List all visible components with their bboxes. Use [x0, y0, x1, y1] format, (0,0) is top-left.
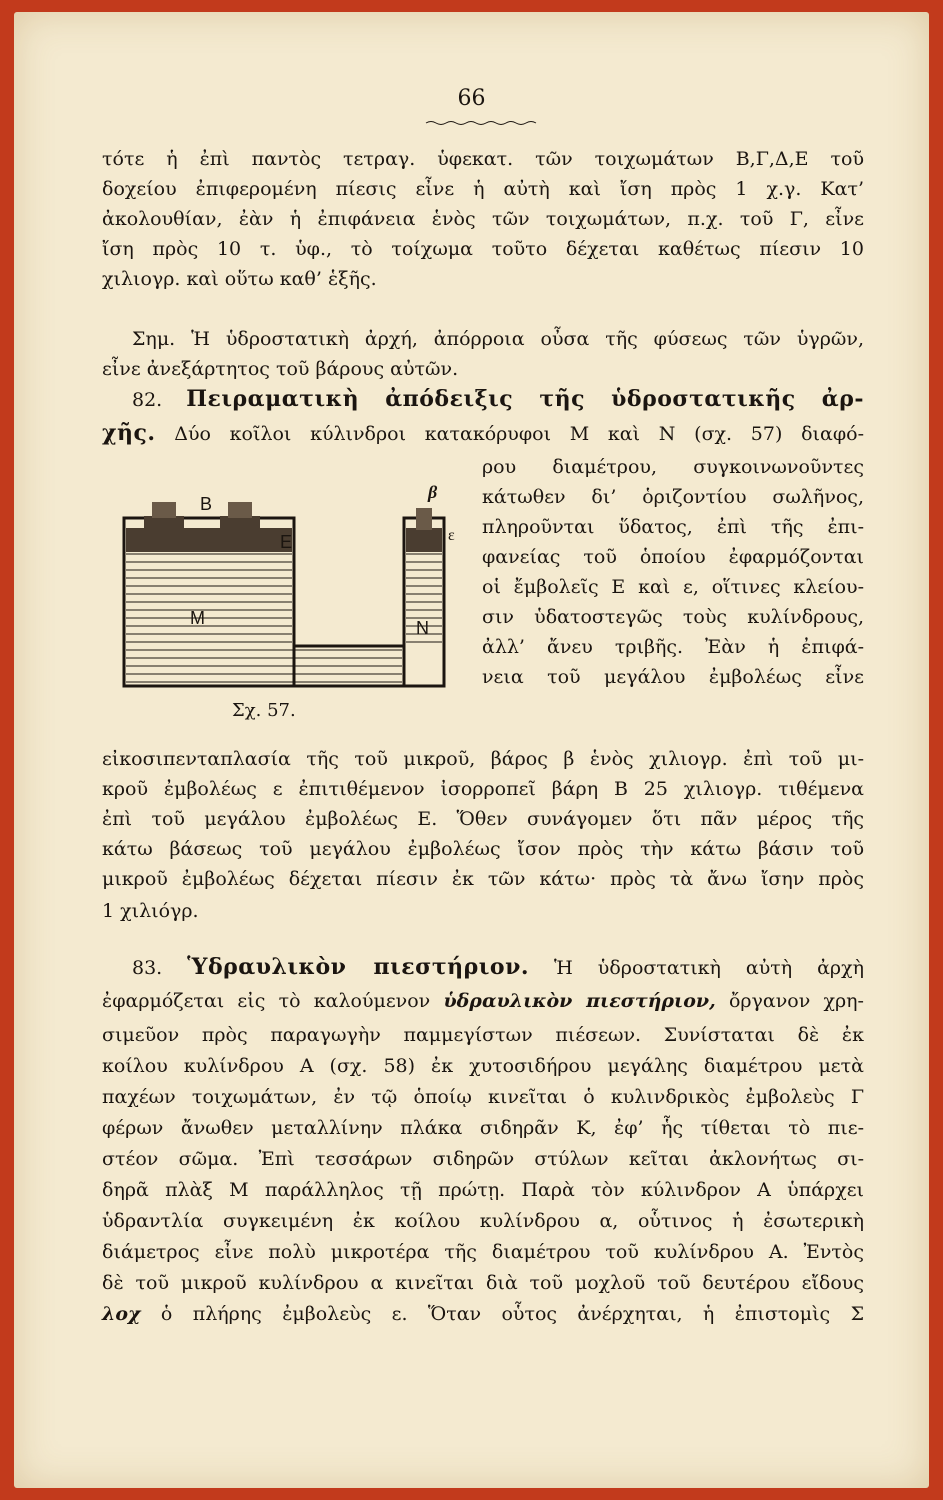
- text-line: ἐπὶ τοῦ μεγάλου ἐμβολέως Ε. Ὅθεν συνάγομεν ὅτι πᾶν μέρος τῆς: [102, 808, 864, 830]
- emphasis: λοχ: [102, 1303, 141, 1325]
- label-E: Ε: [280, 532, 293, 552]
- label-N: N: [416, 618, 429, 638]
- figure-57-communicating-vessels: [114, 482, 454, 732]
- text-line: ἴση πρὸς 10 τ. ὑφ., τὸ τοίχωμα τοῦτο δέχεται καθέτως πίεσιν 10: [102, 238, 864, 260]
- wrapped-line: σιν ὑδατοστεγῶς τοὺς κυλίνδρους,: [482, 606, 864, 628]
- text-line: μικροῦ ἐμβολέως δέχεται πίεσιν ἐκ τῶν κάτω· πρὸς τὰ ἄνω ἴσην πρὸς: [102, 868, 864, 890]
- label-e: ε: [448, 527, 455, 544]
- book-page: [14, 12, 929, 1488]
- label-b: β: [428, 482, 438, 502]
- wrapped-line: πληροῦνται ὕδατος, ἐπὶ τῆς ἐπι-: [482, 516, 864, 538]
- paragraph-1: [102, 144, 864, 304]
- section-heading-cont: χῆς.: [102, 420, 156, 446]
- label-B: Β: [200, 494, 213, 514]
- wrapped-line: ρου διαμέτρου, συγκοινωνοῦντες: [482, 456, 864, 478]
- section-82-continued: [102, 744, 864, 934]
- header-rule: [426, 120, 536, 126]
- text-span: ὄργανον χρη-: [728, 990, 864, 1012]
- wrapped-line: κάτωθεν δι’ ὁριζοντίου σωλῆνος,: [482, 486, 864, 508]
- emphasis: ὑδραυλικὸν πιεστήριον,: [443, 990, 716, 1012]
- text-line: 1 χιλιόγρ.: [102, 900, 199, 922]
- section-heading: Ὑδραυλικὸν πιεστήριον.: [187, 954, 530, 980]
- text-line: εἶνε ἀνεξάρτητος τοῦ βάρους αὐτῶν.: [102, 358, 459, 380]
- text-line: στέον σῶμα. Ἐπὶ τεσσάρων σιδηρῶν στύλων κεῖται ἀκλονήτως σι-: [102, 1148, 864, 1170]
- section-heading: Πειραματικὴ ἀπόδειξις τῆς ὑδροστατικῆς ἀρ-: [186, 386, 864, 412]
- text-line: [102, 986, 864, 1016]
- text-line: δοχείου ἐπιφερομένη πίεσις εἶνε ἡ αὐτὴ καὶ ἴση πρὸς 1 χ.γ. Κατ’: [102, 178, 864, 200]
- wrapped-line: νεια τοῦ μεγάλου ἐμβολέως εἶνε: [482, 666, 864, 688]
- text-line: κροῦ ἐμβολέως ε ἐπιτιθέμενον ἰσορροπεῖ βάρη Β 25 χιλιογρ. τιθέμενα: [102, 778, 864, 800]
- text-line: τότε ἡ ἐπὶ παντὸς τετραγ. ὑφεκατ. τῶν τοιχωμάτων Β,Γ,Δ,Ε τοῦ: [102, 148, 864, 170]
- label-M: M: [190, 608, 205, 628]
- section-heading-line: [132, 952, 864, 982]
- text-line: φέρων ἄνωθεν μεταλλίνην πλάκα σιδηρᾶν Κ, ἐφ’ ἧς τίθεται τὸ πιε-: [102, 1117, 864, 1139]
- text-line: διάμετρος εἶνε πολὺ μικροτέρα τῆς διαμέτρου τοῦ κυλίνδρου Α. Ἐντὸς: [102, 1241, 864, 1263]
- text-line: χιλιογρ. καὶ οὕτω καθ’ ἑξῆς.: [102, 268, 377, 290]
- text-line: εἰκοσιπενταπλασία τῆς τοῦ μικροῦ, βάρος β ἑνὸς χιλιογρ. ἐπὶ τοῦ μι-: [102, 748, 864, 770]
- section-heading-line: [132, 384, 864, 414]
- text-span: ὁ πλήρης ἐμβολεὺς ε. Ὅταν οὗτος ἀνέρχηται, ἡ ἐπιστομὶς Σ: [160, 1303, 865, 1325]
- page-number: 66: [457, 86, 486, 111]
- text-span: Ἡ ὑδροστατικὴ αὐτὴ ἀρχὴ: [554, 957, 864, 979]
- text-line: κάτω βάσεως τοῦ μεγάλου ἐμβολέως ἴσον πρὸς τὴν κάτω βάσιν τοῦ: [102, 838, 864, 860]
- wrapped-line: φανείας τοῦ ὁποίου ἐφαρμόζονται: [482, 546, 864, 568]
- figure-caption: Σχ. 57.: [232, 700, 296, 721]
- text-line: κοίλου κυλίνδρου Α (σχ. 58) ἐκ χυτοσιδήρου μεγάλης διαμέτρου μετὰ: [102, 1055, 864, 1077]
- text-line: ὑδραντλία συγκειμένη ἐκ κοίλου κυλίνδρου α, οὗτινος ἡ ἐσωτερικὴ: [102, 1210, 864, 1232]
- section-number: 82.: [132, 389, 163, 411]
- note-paragraph: [102, 324, 864, 384]
- wrapped-line: ἀλλ’ ἄνευ τριβῆς. Ἐὰν ἡ ἐπιφά-: [482, 636, 864, 658]
- section-number: 83.: [132, 957, 163, 979]
- text-line: ἀκολουθίαν, ἐὰν ἡ ἐπιφάνεια ἑνὸς τῶν τοιχωμάτων, π.χ. τοῦ Γ, εἶνε: [102, 208, 864, 230]
- text-line: [102, 418, 864, 448]
- text-line: δὲ τοῦ μικροῦ κυλίνδρου α κινεῖται διὰ τοῦ μοχλοῦ τοῦ δευτέρου εἴδους: [102, 1272, 864, 1294]
- text-span: Δύο κοῖλοι κύλινδροι κατακόρυφοι Μ καὶ Ν (σχ. 57) διαφό-: [174, 423, 864, 445]
- text-line: σιμεῦον πρὸς παραγωγὴν παμμεγίστων πιέσεων. Συνίσταται δὲ ἐκ: [102, 1024, 864, 1046]
- text-span: ἐφαρμόζεται εἰς τὸ καλούμενον: [102, 990, 431, 1012]
- text-line: Σημ. Ἡ ὑδροστατικὴ ἀρχή, ἀπόρροια οὖσα τῆς φύσεως τῶν ὑγρῶν,: [132, 328, 864, 350]
- section-83: [102, 952, 864, 1382]
- text-line: δηρᾶ πλὰξ Μ παράλληλος τῇ πρώτῃ. Παρὰ τὸν κύλινδρον Α ὑπάρχει: [102, 1179, 864, 1201]
- wrapped-line: οἱ ἔμβολεῖς Ε καὶ ε, οἵτινες κλείου-: [482, 576, 864, 598]
- text-line: παχέων τοιχωμάτων, ἐν τῷ ὁποίῳ κινεῖται ὁ κυλινδρικὸς ἐμβολεὺς Γ: [102, 1086, 864, 1108]
- text-line: [102, 1299, 864, 1329]
